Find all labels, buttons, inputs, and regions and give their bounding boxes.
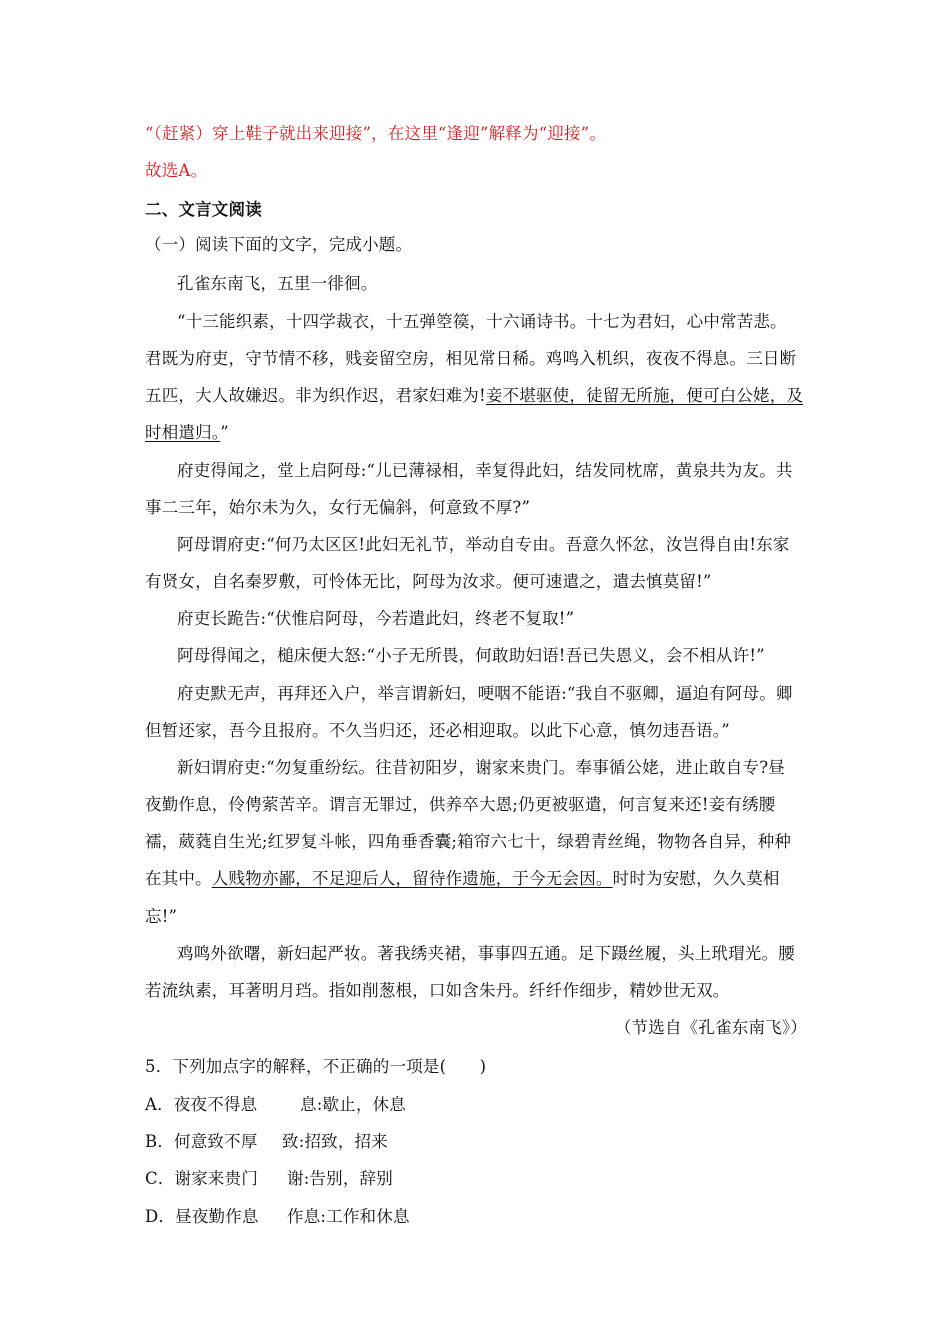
answer-explanation: “（赶紧）穿上鞋子就出来迎接”，在这里“逢迎”解释为“迎接”。	[145, 124, 607, 143]
passage-line	[145, 386, 807, 406]
passage-line	[145, 423, 807, 443]
passage-text: 时时为安慰，久久莫相	[612, 869, 780, 888]
passage-line: 府吏默无声，再拜还入户，举言谓新妇，哽咽不能语:“我自不驱卿，逼迫有阿母。卿	[177, 684, 793, 703]
option-label: B．何意致不厚	[145, 1132, 258, 1151]
option-explain: 作息:工作和休息	[287, 1207, 410, 1226]
passage-text: 五匹，大人故嫌迟。非为织作迟，君家妇难为!	[145, 386, 486, 405]
passage-line: “十三能织素，十四学裁衣，十五弹箜篌，十六诵诗书。十七为君妇，心中常苦悲。	[177, 312, 787, 331]
option-label: C．谢家来贵门	[145, 1169, 259, 1188]
passage-line: 鸡鸣外欲曙，新妇起严妆。著我绣夹裙，事事四五通。足下蹑丝履，头上玳瑁光。腰	[177, 944, 795, 963]
passage-line	[145, 869, 807, 889]
answer-conclusion: 故选A。	[145, 161, 208, 180]
option-explain: 息:歇止，休息	[300, 1095, 406, 1114]
passage-line: 阿母得闻之，槌床便大怒:“小子无所畏，何敢助妇语!吾已失恩义，会不相从许!”	[177, 646, 765, 665]
passage-line: 事二三年，始尔未为久，女行无偏斜，何意致不厚?”	[145, 498, 531, 517]
passage-line: 若流纨素，耳著明月珰。指如削葱根，口如含朱丹。纤纤作细步，精妙世无双。	[145, 981, 730, 1000]
passage-text: ”	[220, 423, 229, 442]
passage-line: 孔雀东南飞，五里一徘徊。	[177, 274, 378, 293]
underlined-sentence: 妾不堪驱使，徒留无所施，便可白公姥，及	[485, 386, 804, 405]
option-b	[145, 1132, 807, 1152]
passage-line: 君既为府吏，守节情不移，贱妾留空房，相见常日稀。鸡鸣入机织，夜夜不得息。三日断	[145, 349, 797, 368]
passage-line: 府吏得闻之，堂上启阿母:“儿已薄禄相，幸复得此妇，结发同枕席，黄泉共为友。共	[177, 461, 793, 480]
option-explain: 致:招致，招来	[282, 1132, 388, 1151]
passage-source: （节选自《孔雀东南飞》）	[614, 1018, 807, 1037]
option-label: A．夜夜不得息	[145, 1095, 258, 1114]
passage-line: 新妇谓府吏:“勿复重纷纭。往昔初阳岁，谢家来贵门。奉事循公姥，进止敢自专?昼	[177, 758, 785, 777]
passage-line: 夜勤作息，伶俜萦苦辛。谓言无罪过，供养卒大恩;仍更被驱遣，何言复来还!妾有绣腰	[145, 795, 776, 814]
underlined-sentence: 人贱物亦鄙，不足迎后人，留待作遗施，于今无会因。	[211, 869, 613, 888]
passage-line: 府吏长跪告:“伏惟启阿母，今若遣此妇，终老不复取!”	[177, 609, 575, 628]
option-a	[145, 1095, 807, 1115]
section-sub-heading: （一）阅读下面的文字，完成小题。	[145, 235, 413, 254]
option-explain: 谢:告别，辞别	[287, 1169, 393, 1188]
passage-line: 阿母谓府吏:“何乃太区区!此妇无礼节，举动自专由。吾意久怀忿，汝岂得自由!东家	[177, 535, 790, 554]
passage-line: 但暂还家，吾今且报府。不久当归还，还必相迎取。以此下心意，慎勿违吾语。”	[145, 721, 730, 740]
passage-line: 襦，葳蕤自生光;红罗复斗帐，四角垂香囊;箱帘六七十，绿碧青丝绳，物物各自异，种种	[145, 832, 792, 851]
question-stem: 5．下列加点字的解释，不正确的一项是( )	[145, 1057, 487, 1076]
underlined-sentence: 时相遣归。	[145, 423, 221, 442]
section-heading: 二、文言文阅读	[145, 200, 262, 219]
passage-line: 忘!”	[145, 907, 178, 926]
option-label: D．昼夜勤作息	[145, 1207, 259, 1226]
passage-text: 在其中。	[145, 869, 212, 888]
option-c	[145, 1169, 807, 1189]
passage-line: 有贤女，自名秦罗敷，可怜体无比，阿母为汝求。便可速遣之，遣去慎莫留!”	[145, 572, 712, 591]
option-d	[145, 1207, 807, 1227]
